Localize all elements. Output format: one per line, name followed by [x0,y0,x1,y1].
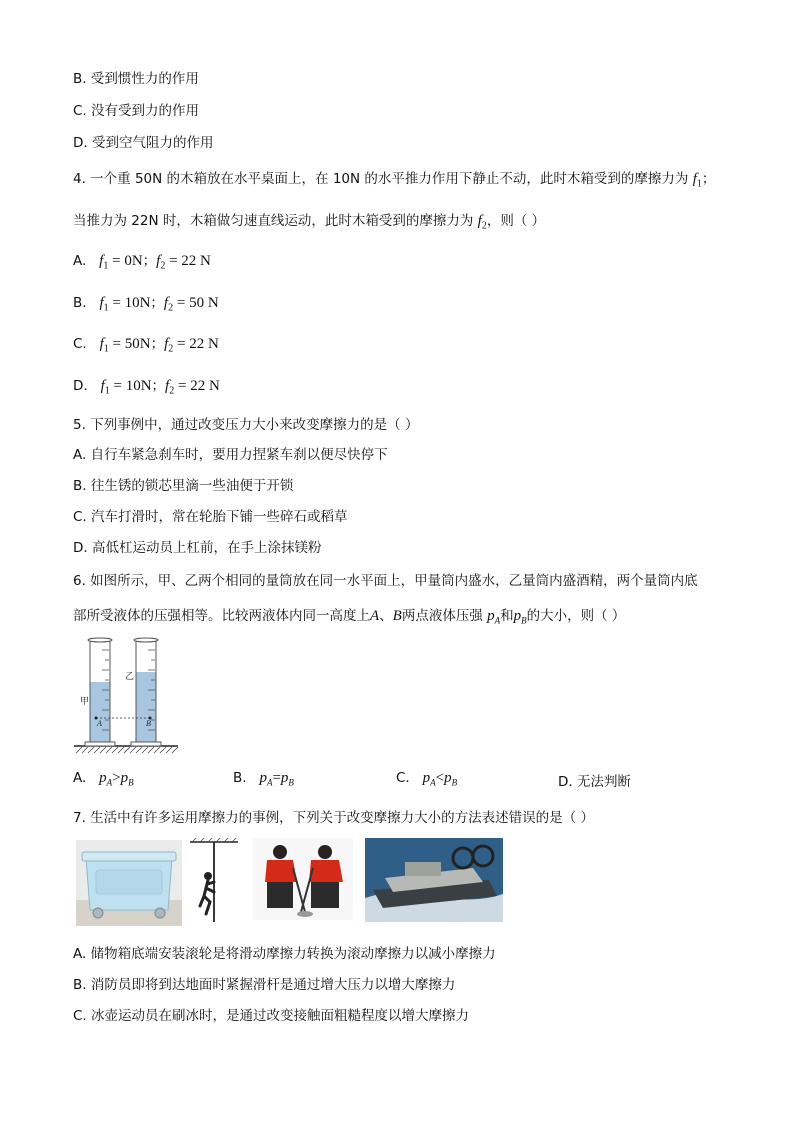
q4-stem-line2: 当推力为 22N 时，木箱做匀速直线运动，此时木箱受到的摩擦力为 $f_2$，则（ ） [73,213,546,232]
label-b: B [146,719,151,728]
q6-option-a: A. $p_A>p_B$ [73,770,134,788]
cylinder-yi [131,638,161,746]
q7-option-b: B. 消防员即将到达地面时紧握滑杆是通过增大压力以增大摩擦力 [73,977,456,993]
water-liquid [90,682,110,743]
q4-option-c: C. $f_1 = 50N$；$f_2 = 22$ N [73,336,219,355]
q7-option-c: C. 冰壶运动员在刷冰时，是通过改变接触面粗糙程度以增大摩擦力 [73,1008,470,1024]
q7-option-a: A. 储物箱底端安装滚轮是将滑动摩擦力转换为滚动摩擦力以减小摩擦力 [73,946,496,962]
q3-option-c: C. 没有受到力的作用 [73,103,200,119]
q3-option-d: D. 受到空气阻力的作用 [73,135,214,151]
graduated-cylinders-figure [72,634,184,754]
q5-option-a: A. 自行车紧急刹车时，要用力捏紧车刹以便尽快停下 [73,447,388,463]
q4-stem-line1: 4. 一个重 50N 的木箱放在水平桌面上，在 10N 的水平推力作用下静止不动，此时木箱受到的摩擦力为 $f_1$； [73,171,716,190]
q4-option-d: D. $f_1 = 10N$；$f_2 = 22$ N [73,378,220,397]
q5-stem: 5. 下列事例中，通过改变压力大小来改变摩擦力的是（ ） [73,417,419,433]
q5-option-c: C. 汽车打滑时，常在轮胎下铺一些碎石或稻草 [73,509,348,525]
q3-option-b: B. 受到惯性力的作用 [73,71,199,87]
q7-stem: 7. 生活中有许多运用摩擦力的事例，下列关于改变摩擦力大小的方法表述错误的是（ ） [73,810,594,826]
storage-box-image [76,840,182,926]
q6-option-c: C. $p_A<p_B$ [396,770,458,788]
ground-hatching [76,747,178,753]
firefighter-pole-image [188,838,240,922]
curling-sweepers-image [253,838,353,920]
q5-option-b: B. 往生锈的锁芯里滴一些油便于开锁 [73,478,294,494]
label-a: A [97,719,102,728]
q6-option-b: B. $p_A=p_B$ [233,770,294,788]
alcohol-liquid [136,672,156,743]
label-yi: 乙 [125,672,135,682]
hovercraft-image [365,838,503,922]
q6-stem-line2: 部所受液体的压强相等。比较两液体内同一高度上A、B两点液体压强 $p_A$和$p_B$的大小，则（ ） [73,608,626,626]
q6-stem-line1: 6. 如图所示，甲、乙两个相同的量筒放在同一水平面上，甲量筒内盛水，乙量筒内盛酒精，两个量筒内底 [73,573,698,589]
q4-option-b: B. $f_1 = 10N$；$f_2 = 50$ N [73,295,219,314]
q4-option-a: A. $f_1 = 0N$；$f_2 = 22$ N [73,253,211,272]
q5-option-d: D. 高低杠运动员上杠前，在手上涂抹镁粉 [73,540,322,556]
q6-option-d: D. 无法判断 [558,774,631,790]
label-jia: 甲 [80,697,90,707]
cylinder-jia [85,638,115,746]
